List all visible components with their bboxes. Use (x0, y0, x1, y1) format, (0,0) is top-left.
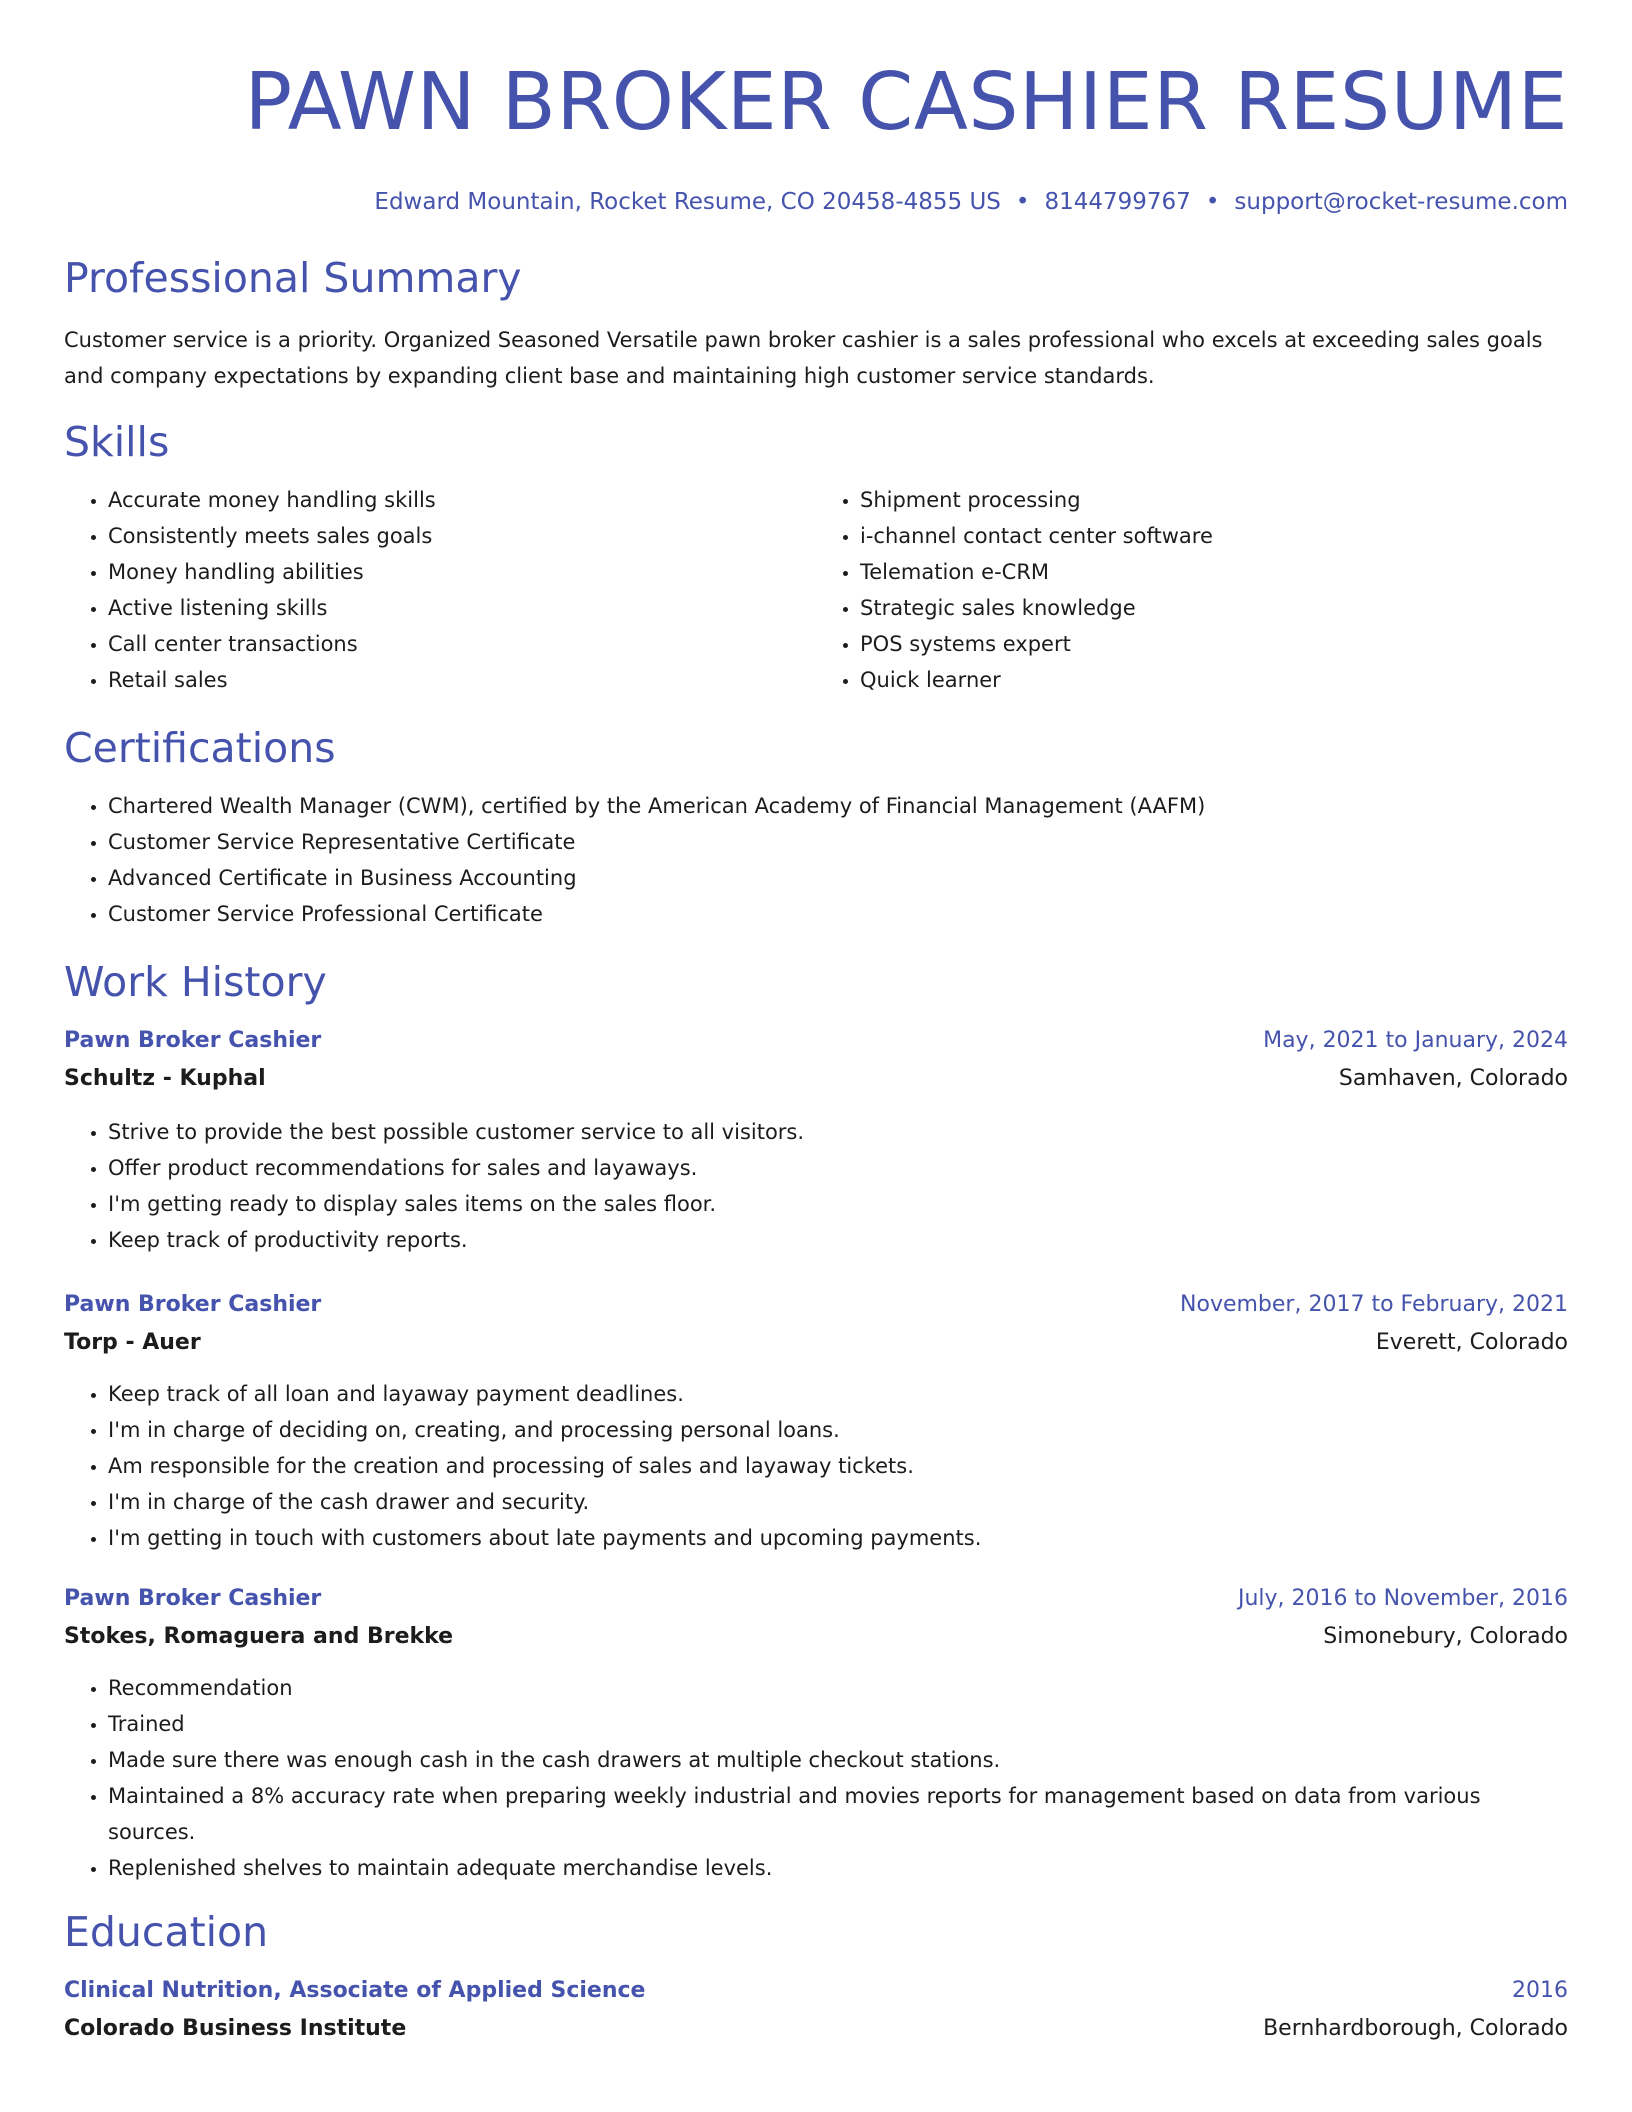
job-location: Everett, Colorado (1375, 1330, 1568, 1355)
job-entry (64, 1022, 1568, 1258)
contact-address: Edward Mountain, Rocket Resume, CO 20458-4855 US (374, 189, 1001, 215)
work-history-section (64, 956, 1568, 1886)
job-bullet: • Replenished shelves to maintain adequate merchandise levels. (108, 1850, 1568, 1886)
skill-item: • Quick learner (860, 662, 1568, 698)
certification-item: • Advanced Certificate in Business Accounting (108, 860, 1568, 896)
job-bullet: • Keep track of all loan and layaway payment deadlines. (108, 1376, 1568, 1412)
job-bullets (64, 1114, 1568, 1258)
summary-section (64, 252, 1568, 394)
job-entry (64, 1580, 1568, 1886)
skills-columns (64, 482, 1568, 698)
education-heading: Education (64, 1908, 269, 1956)
skill-item: • POS systems expert (860, 626, 1568, 662)
certification-item: • Customer Service Professional Certificate (108, 896, 1568, 932)
contact-phone: 8144799767 (1044, 189, 1191, 215)
certification-item: • Customer Service Representative Certificate (108, 824, 1568, 860)
job-bullet: • Made sure there was enough cash in the cash drawers at multiple checkout stations. (108, 1742, 1568, 1778)
skill-item: • Retail sales (108, 662, 816, 698)
skill-item: • Shipment processing (860, 482, 1568, 518)
contact-line (64, 186, 1568, 218)
skill-item: • Active listening skills (108, 590, 816, 626)
job-bullets (64, 1670, 1568, 1886)
education-section (64, 1906, 1568, 2048)
education-entry (64, 1972, 1568, 2048)
certifications-heading: Certifications (64, 724, 336, 772)
skills-heading: Skills (64, 418, 170, 466)
summary-heading: Professional Summary (64, 254, 522, 302)
skill-item: • Telemation e-CRM (860, 554, 1568, 590)
skill-item: • Money handling abilities (108, 554, 816, 590)
skill-item: • i-channel contact center software (860, 518, 1568, 554)
job-title: Pawn Broker Cashier (64, 1586, 322, 1611)
education-year: 2016 (1512, 1978, 1568, 2003)
job-bullet: • Keep track of productivity reports. (108, 1222, 1568, 1258)
education-school: Colorado Business Institute (64, 2016, 407, 2041)
job-bullet: • Strive to provide the best possible customer service to all visitors. (108, 1114, 1568, 1150)
job-company: Schultz - Kuphal (64, 1066, 266, 1091)
job-bullet: • I'm in charge of the cash drawer and security. (108, 1484, 1568, 1520)
job-dates: November, 2017 to February, 2021 (1180, 1292, 1568, 1317)
job-title: Pawn Broker Cashier (64, 1028, 322, 1053)
job-location: Samhaven, Colorado (1338, 1066, 1568, 1091)
education-location: Bernhardborough, Colorado (1263, 2016, 1568, 2041)
education-degree: Clinical Nutrition, Associate of Applied Science (64, 1978, 646, 2003)
job-bullet: • I'm getting in touch with customers about late payments and upcoming payments. (108, 1520, 1568, 1556)
job-dates: May, 2021 to January, 2024 (1263, 1028, 1568, 1053)
job-bullet: • I'm getting ready to display sales items on the sales floor. (108, 1186, 1568, 1222)
skill-item: • Accurate money handling skills (108, 482, 816, 518)
job-bullet: • Offer product recommendations for sales and layaways. (108, 1150, 1568, 1186)
contact-separator: • (1205, 189, 1220, 215)
skill-item: • Strategic sales knowledge (860, 590, 1568, 626)
job-bullet: • Am responsible for the creation and processing of sales and layaway tickets. (108, 1448, 1568, 1484)
certification-item: • Chartered Wealth Manager (CWM), certified by the American Academy of Financial Management (AAFM) (108, 788, 1568, 824)
resume-title: PAWN BROKER CASHIER RESUME (244, 56, 1568, 148)
job-bullet: • Maintained a 8% accuracy rate when preparing weekly industrial and movies reports for management based on data from various sources. (108, 1778, 1568, 1850)
skills-list-left (64, 482, 816, 698)
contact-email[interactable]: support@rocket-resume.com (1234, 189, 1568, 215)
job-bullet: • I'm in charge of deciding on, creating, and processing personal loans. (108, 1412, 1568, 1448)
job-company: Torp - Auer (64, 1330, 201, 1355)
summary-text: Customer service is a priority. Organized Seasoned Versatile pawn broker cashier is a sales professional who excels at exceeding sales goals and company expectations by expanding client base and maintaining high customer service standards. (64, 328, 1543, 388)
job-location: Simonebury, Colorado (1323, 1624, 1568, 1649)
certifications-section (64, 722, 1568, 932)
job-dates: July, 2016 to November, 2016 (1237, 1586, 1568, 1611)
work-history-heading: Work History (64, 958, 327, 1006)
job-entry (64, 1286, 1568, 1556)
skill-item: • Consistently meets sales goals (108, 518, 816, 554)
skill-item: • Call center transactions (108, 626, 816, 662)
job-company: Stokes, Romaguera and Brekke (64, 1624, 454, 1649)
contact-separator: • (1015, 189, 1030, 215)
job-title: Pawn Broker Cashier (64, 1292, 322, 1317)
skills-section (64, 416, 1568, 698)
job-bullet: • Recommendation (108, 1670, 1568, 1706)
skills-list-right (816, 482, 1568, 698)
job-bullets (64, 1376, 1568, 1556)
certifications-list (64, 788, 1568, 932)
job-bullet: • Trained (108, 1706, 1568, 1742)
